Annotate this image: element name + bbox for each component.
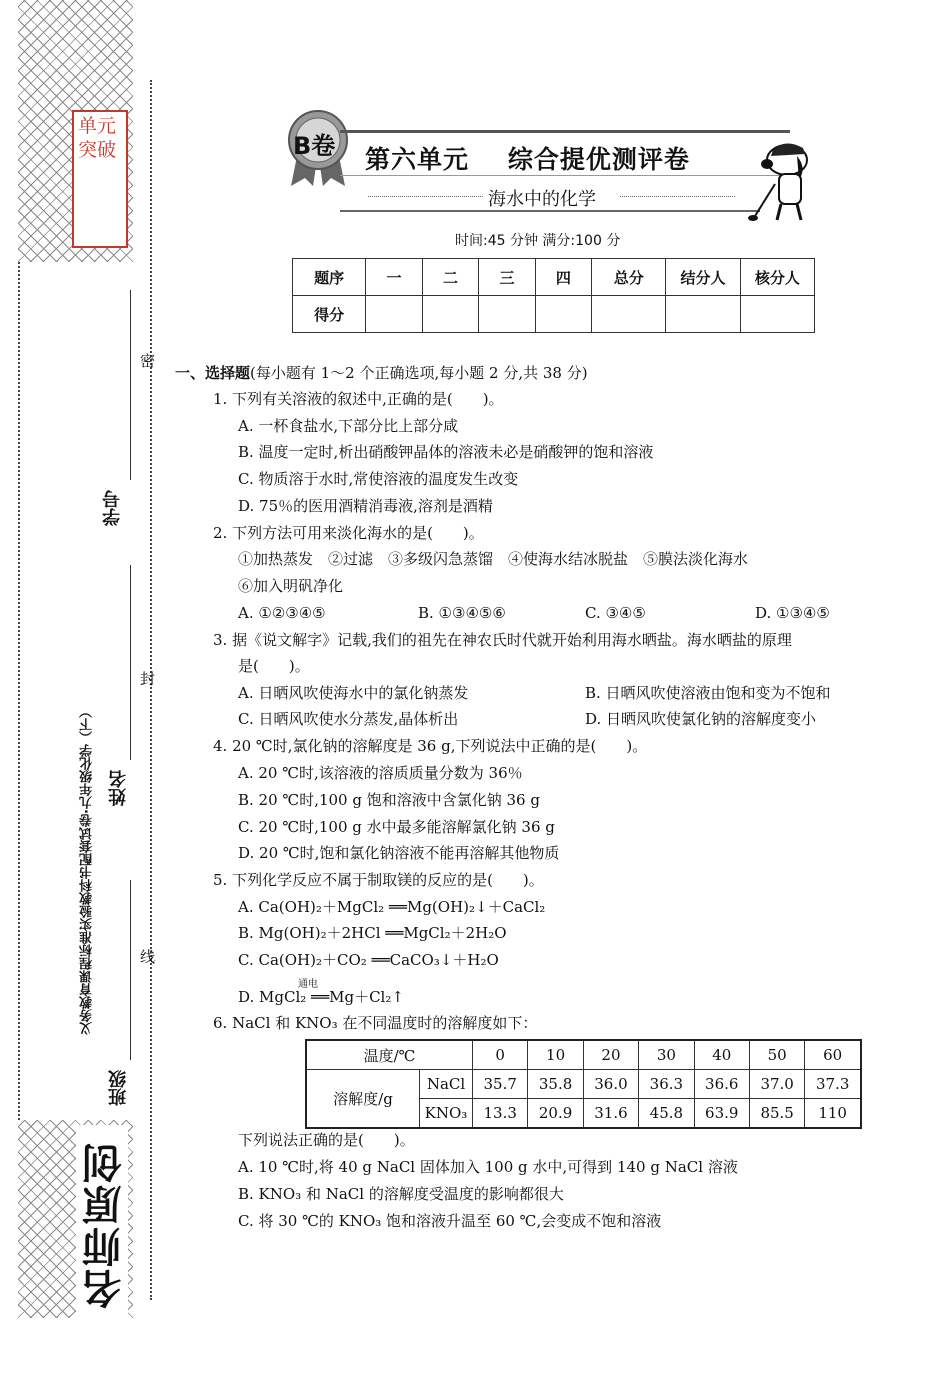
value-cell: 37.0 <box>749 1070 804 1099</box>
score-table-header-row <box>293 259 815 296</box>
q5-option-d: D. MgCl₂ ══Mg＋Cl₂↑ <box>238 988 404 1006</box>
score-cell[interactable] <box>422 296 478 333</box>
temp-cell: 0 <box>473 1040 528 1070</box>
q2-option-d: D. ①③④⑤ <box>755 604 830 622</box>
section-title: 一、选择题 <box>175 364 251 382</box>
q2-option-b: B. ①③④⑤⑥ <box>418 604 506 622</box>
q4-option-d: D. 20 ℃时,饱和氯化钠溶液不能再溶解其他物质 <box>238 844 560 862</box>
q5-d-condition: 通电 <box>298 979 318 990</box>
series-caption: 义务教育课程标准实验教科书配套试卷·九年级化学（下） <box>80 705 95 1035</box>
q1-option-c: C. 物质溶于水时,常使溶液的温度发生改变 <box>238 470 519 488</box>
temp-cell: 20 <box>583 1040 638 1070</box>
q4-stem: 4. 20 ℃时,氯化钠的溶解度是 36 g,下列说法中正确的是( )。 <box>213 737 648 755</box>
solubility-table <box>305 1039 862 1129</box>
value-cell: 31.6 <box>583 1099 638 1129</box>
q2-methods-line1: ①加热蒸发 ②过滤 ③多级闪急蒸馏 ④使海水结冰脱盐 ⑤膜法淡化海水 <box>238 550 749 568</box>
q6-follow-up: 下列说法正确的是( )。 <box>238 1131 415 1149</box>
temp-cell: 50 <box>749 1040 804 1070</box>
score-col-scorer: 结分人 <box>666 259 740 296</box>
q1-stem: 1. 下列有关溶液的叙述中,正确的是( )。 <box>213 390 504 408</box>
name-line <box>130 565 131 760</box>
q1-option-b: B. 温度一定时,析出硝酸钾晶体的溶液未必是硝酸钾的饱和溶液 <box>238 443 654 461</box>
q6-stem: 6. NaCl 和 KNO₃ 在不同温度时的溶解度如下： <box>213 1014 538 1032</box>
title-underline <box>340 210 760 212</box>
value-cell: 36.6 <box>694 1070 749 1099</box>
score-cell[interactable] <box>740 296 814 333</box>
seal-char-mi: 密 <box>140 352 156 370</box>
class-line <box>130 880 131 1060</box>
q6-option-a: A. 10 ℃时,将 40 g NaCl 固体加入 100 g 水中,可得到 140 g NaCl 溶液 <box>238 1158 738 1176</box>
q5-option-a: A. Ca(OH)₂＋MgCl₂ ══Mg(OH)₂↓＋CaCl₂ <box>238 898 546 916</box>
temp-cell: 30 <box>639 1040 694 1070</box>
q5-option-b: B. Mg(OH)₂＋2HCl ══MgCl₂＋2H₂O <box>238 924 507 942</box>
q5-stem: 5. 下列化学反应不属于制取镁的反应的是( )。 <box>213 871 544 889</box>
value-cell: 85.5 <box>749 1099 804 1129</box>
q1-option-a: A. 一杯食盐水,下部分比上部分咸 <box>238 417 459 435</box>
q2-methods-line2: ⑥加入明矾净化 <box>238 577 344 595</box>
b-volume-badge-text: B卷 <box>293 132 336 160</box>
q1-option-d: D. 75％的医用酒精消毒液,溶剂是酒精 <box>238 497 493 515</box>
q4-option-b: B. 20 ℃时,100 g 饱和溶液中含氯化钠 36 g <box>238 791 540 809</box>
score-col-checker: 核分人 <box>740 259 814 296</box>
score-col-2: 二 <box>422 259 478 296</box>
exam-subtitle: 海水中的化学 <box>488 189 596 210</box>
score-row-label: 得分 <box>293 296 366 333</box>
solubility-header-row <box>306 1040 861 1070</box>
value-cell: 36.3 <box>639 1070 694 1099</box>
q3-option-a: A. 日晒风吹使海水中的氯化钠蒸发 <box>238 684 469 702</box>
score-table <box>292 258 815 333</box>
temp-cell: 40 <box>694 1040 749 1070</box>
q4-option-c: C. 20 ℃时,100 g 水中最多能溶解氯化钠 36 g <box>238 818 555 836</box>
subtitle-dots-left <box>368 196 483 197</box>
exam-title: 第六单元 综合提优测评卷 <box>365 145 690 174</box>
substance-name: KNO₃ <box>420 1099 473 1129</box>
solubility-label: 溶解度/g <box>306 1070 420 1129</box>
score-cell[interactable] <box>479 296 535 333</box>
q3-stem-line1: 3. 据《说文解字》记载,我们的祖先在神农氏时代就开始利用海水晒盐。海水晒盐的原理 <box>213 631 792 649</box>
q3-option-d: D. 日晒风吹使氯化钠的溶解度变小 <box>585 710 817 728</box>
name-label: 姓名 <box>108 770 129 806</box>
score-col-4: 四 <box>535 259 591 296</box>
student-id-label: 学号 <box>102 490 123 526</box>
student-id-line <box>130 290 131 480</box>
class-label: 班级 <box>108 1070 129 1106</box>
q3-stem-line2: 是( )。 <box>238 657 310 675</box>
value-cell: 20.9 <box>528 1099 583 1129</box>
temperature-label: 温度/℃ <box>306 1040 473 1070</box>
value-cell: 36.0 <box>583 1070 638 1099</box>
value-cell: 45.8 <box>639 1099 694 1129</box>
section-note: (每小题有 1～2 个正确选项,每小题 2 分,共 38 分) <box>250 364 588 382</box>
value-cell: 35.7 <box>473 1070 528 1099</box>
q2-option-c: C. ③④⑤ <box>585 604 646 622</box>
score-col-total: 总分 <box>592 259 666 296</box>
binding-dotted-line <box>150 80 152 1300</box>
q3-option-b: B. 日晒风吹使溶液由饱和变为不饱和 <box>585 684 831 702</box>
section-heading <box>175 364 588 382</box>
q5-option-c: C. Ca(OH)₂＋CO₂ ══CaCO₃↓＋H₂O <box>238 951 499 969</box>
unit-breakthrough-badge: 单元突破 <box>72 110 128 248</box>
score-col-1: 一 <box>366 259 422 296</box>
q3-option-c: C. 日晒风吹使水分蒸发,晶体析出 <box>238 710 459 728</box>
temp-cell: 10 <box>528 1040 583 1070</box>
nacl-row <box>306 1070 861 1099</box>
q6-option-c: C. 将 30 ℃的 KNO₃ 饱和溶液升温至 60 ℃,会变成不饱和溶液 <box>238 1212 662 1230</box>
q2-option-a: A. ①②③④⑤ <box>238 604 326 622</box>
score-cell[interactable] <box>366 296 422 333</box>
score-cell[interactable] <box>666 296 740 333</box>
seal-char-xian: 线 <box>140 948 156 966</box>
value-cell: 35.8 <box>528 1070 583 1099</box>
subtitle-dots-right <box>620 196 735 197</box>
exam-meta: 时间:45 分钟 满分:100 分 <box>455 233 621 249</box>
q4-option-a: A. 20 ℃时,该溶液的溶质质量分数为 36％ <box>238 764 523 782</box>
value-cell: 37.3 <box>805 1070 861 1099</box>
left-dotted-border <box>18 262 20 1120</box>
brand-logo-text: 名师原创 <box>76 1125 128 1325</box>
score-col-3: 三 <box>479 259 535 296</box>
q6-option-b: B. KNO₃ 和 NaCl 的溶解度受温度的影响都很大 <box>238 1185 564 1203</box>
score-table-score-row <box>293 296 815 333</box>
score-cell[interactable] <box>592 296 666 333</box>
value-cell: 13.3 <box>473 1099 528 1129</box>
score-col-label: 题序 <box>293 259 366 296</box>
seal-char-feng: 封 <box>140 670 156 688</box>
temp-cell: 60 <box>805 1040 861 1070</box>
substance-name: NaCl <box>420 1070 473 1099</box>
q2-stem: 2. 下列方法可用来淡化海水的是( )。 <box>213 524 484 542</box>
cartoon-dog-golfer-icon <box>745 138 820 223</box>
score-cell[interactable] <box>535 296 591 333</box>
value-cell: 110 <box>805 1099 861 1129</box>
value-cell: 63.9 <box>694 1099 749 1129</box>
